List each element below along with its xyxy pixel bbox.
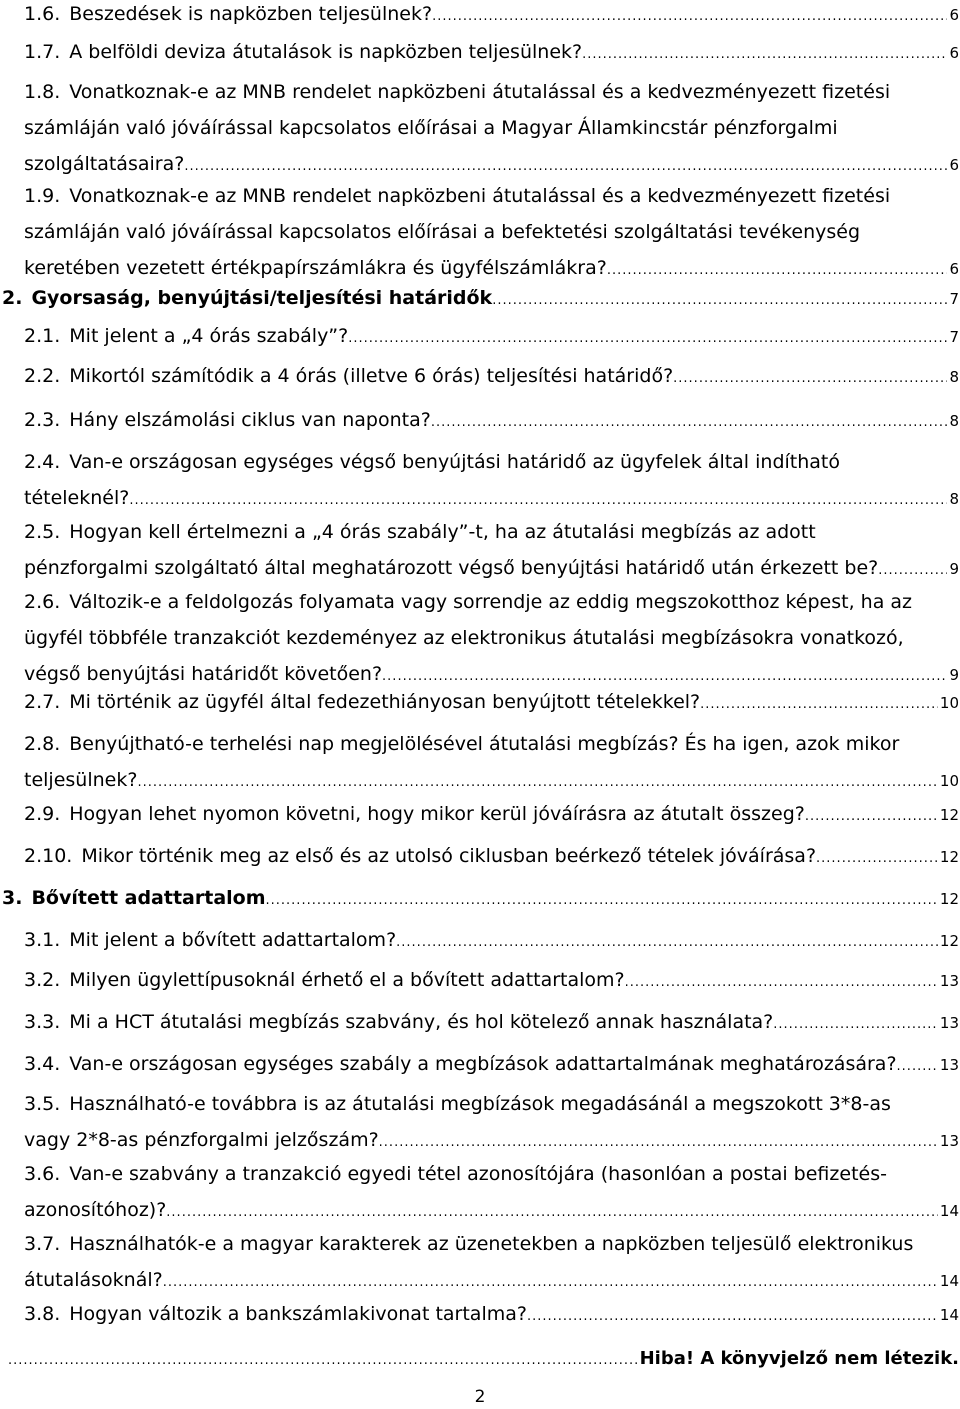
toc-entry-number: 3.8. xyxy=(24,1303,61,1325)
toc-entry[interactable] xyxy=(24,1296,959,1332)
toc-page-number: 9 xyxy=(949,666,959,684)
toc-page-number: 6 xyxy=(949,260,959,278)
toc-entry-title: Milyen ügylettípusoknál érhető el a bővített adattartalom? xyxy=(69,969,625,991)
toc-entry-title: Hogyan kell értelmezni a „4 órás szabály”-t, ha az átutalási megbízás az adott xyxy=(69,521,816,543)
toc-entry-title: Használhatók-e a magyar karakterek az üzenetekben a napközben teljesülő elektronikus xyxy=(69,1233,914,1255)
toc-page-number: 12 xyxy=(939,806,959,824)
toc-entry-line xyxy=(24,684,959,720)
toc-entry-title: Van-e szabvány a tranzakció egyedi tétel azonosítójára (hasonlóan a postai befizetés- xyxy=(69,1163,887,1185)
toc-entry-line xyxy=(24,584,959,620)
toc-entry-title: A belföldi deviza átutalások is napközben teljesülnek? xyxy=(69,41,583,63)
toc-entry-line xyxy=(24,838,959,874)
toc-entry-number: 3.3. xyxy=(24,1011,61,1033)
toc-leader-dots xyxy=(673,361,947,397)
toc-entry[interactable] xyxy=(24,726,959,798)
toc-entry-line xyxy=(24,962,959,998)
toc-entry[interactable] xyxy=(24,584,959,692)
toc-page-number: 10 xyxy=(939,694,959,712)
toc-entry-title: Mi történik az ügyfél által fedezethiányosan benyújtott tételekkel? xyxy=(69,691,701,713)
toc-page-number: 9 xyxy=(949,560,959,578)
toc-leader-dots xyxy=(266,883,938,919)
toc-page-number: 14 xyxy=(939,1306,959,1324)
toc-leader-dots xyxy=(527,1299,938,1335)
toc-entry-line xyxy=(24,146,959,182)
toc-entry[interactable] xyxy=(24,962,959,998)
toc-section-entry[interactable] xyxy=(2,280,959,316)
toc-entry-title: teljesülnek? xyxy=(24,769,138,791)
toc-leader-dots xyxy=(432,0,947,35)
toc-entry-number: 2.4. xyxy=(24,451,61,473)
toc-section-entry[interactable] xyxy=(2,880,959,916)
toc-entry-line xyxy=(24,402,959,438)
toc-entry-title: Vonatkoznak-e az MNB rendelet napközbeni átutalással és a kedvezményezett fizetési xyxy=(69,81,891,103)
toc-entry-line xyxy=(24,1226,959,1262)
toc-entry-line xyxy=(24,726,959,762)
toc-entry-title: tételeknél? xyxy=(24,487,130,509)
toc-entry-line xyxy=(24,74,959,110)
toc-entry-title: Gyorsaság, benyújtási/teljesítési határidők xyxy=(31,287,493,309)
toc-entry[interactable] xyxy=(24,922,959,958)
toc-page-number: 12 xyxy=(939,848,959,866)
toc-entry-number: 3.6. xyxy=(24,1163,61,1185)
toc-entry-number: 2.9. xyxy=(24,803,61,825)
toc-leader-dots xyxy=(816,841,938,877)
toc-entry-title: Változik-e a feldolgozás folyamata vagy sorrendje az eddig megszokotthoz képest, ha az xyxy=(69,591,913,613)
toc-entry-number: 2.10. xyxy=(24,845,73,867)
toc-page-number: 13 xyxy=(939,1056,959,1074)
toc-entry[interactable] xyxy=(24,74,959,182)
toc-page-number: 12 xyxy=(939,890,959,908)
toc-entry-line xyxy=(24,358,959,394)
toc-entry[interactable] xyxy=(24,1156,959,1228)
toc-page-number: 13 xyxy=(939,1132,959,1150)
toc-entry-line xyxy=(24,1086,959,1122)
toc-entry-title: Mi a HCT átutalási megbízás szabvány, és hol kötelező annak használata? xyxy=(69,1011,774,1033)
toc-entry-number: 3.2. xyxy=(24,969,61,991)
toc-leader-dots xyxy=(348,321,947,357)
toc-leader-dots xyxy=(773,1007,938,1043)
toc-entry-number: 1.7. xyxy=(24,41,61,63)
toc-entry-line xyxy=(24,1046,959,1082)
toc-leader-dots xyxy=(625,965,938,1001)
toc-leader-dots xyxy=(897,1049,938,1085)
toc-leader-dots xyxy=(8,1343,640,1379)
toc-entry-line xyxy=(24,178,959,214)
toc-entry[interactable] xyxy=(24,444,959,516)
toc-error-entry xyxy=(8,1341,959,1377)
toc-entry-number: 2. xyxy=(2,287,23,309)
toc-entry[interactable] xyxy=(24,514,959,586)
toc-entry-title: átutalásoknál? xyxy=(24,1269,163,1291)
toc-entry-title: vagy 2*8-as pénzforgalmi jelzőszám? xyxy=(24,1129,379,1151)
toc-page-number: 13 xyxy=(939,972,959,990)
toc-page-number: 6 xyxy=(949,156,959,174)
toc-entry-title: Hogyan változik a bankszámlakivonat tartalma? xyxy=(69,1303,527,1325)
page-number: 2 xyxy=(474,1387,486,1407)
toc-page-number: 7 xyxy=(949,328,959,346)
toc-entry-line xyxy=(2,880,959,916)
toc-entry[interactable] xyxy=(24,358,959,394)
toc-entry-number: 1.9. xyxy=(24,185,61,207)
toc-entry-title: Van-e országosan egységes szabály a megbízások adattartalmának meghatározására? xyxy=(69,1053,897,1075)
toc-entry-title: Mit jelent a bővített adattartalom? xyxy=(69,929,397,951)
toc-entry-line xyxy=(24,796,959,832)
toc-entry-number: 2.6. xyxy=(24,591,61,613)
toc-leader-dots xyxy=(582,37,947,73)
toc-page-number: 14 xyxy=(939,1272,959,1290)
toc-entry-number: 2.1. xyxy=(24,325,61,347)
toc-entry-number: 1.6. xyxy=(24,3,61,25)
toc-leader-dots xyxy=(700,687,938,723)
toc-entry-line xyxy=(24,318,959,354)
toc-entry[interactable] xyxy=(24,1226,959,1298)
toc-entry[interactable] xyxy=(24,1046,959,1082)
toc-entry-title: Mikor történik meg az első és az utolsó ciklusban beérkező tételek jóváírása? xyxy=(81,845,817,867)
bookmark-error-text: Hiba! A könyvjelző nem létezik. xyxy=(639,1348,959,1369)
toc-page-number: 6 xyxy=(949,6,959,24)
toc-page-number: 7 xyxy=(949,290,959,308)
toc-entry-title: Mikortól számítódik a 4 órás (illetve 6 órás) teljesítési határidő? xyxy=(69,365,674,387)
toc-entry-line xyxy=(24,34,959,70)
toc-entry-title: Van-e országosan egységes végső benyújtási határidő az ügyfelek által indítható xyxy=(69,451,840,473)
toc-entry-title: számláján való jóváírással kapcsolatos előírásai a befektetési szolgáltatási tevékenység xyxy=(24,221,861,243)
toc-entry-line xyxy=(2,280,959,316)
toc-entry-number: 2.7. xyxy=(24,691,61,713)
toc-entry-number: 2.3. xyxy=(24,409,61,431)
toc-entry-number: 1.8. xyxy=(24,81,61,103)
toc-page-number: 12 xyxy=(939,932,959,950)
toc-entry-number: 2.8. xyxy=(24,733,61,755)
toc-entry[interactable] xyxy=(24,1086,959,1158)
toc-entry-line xyxy=(24,480,959,516)
toc-leader-dots xyxy=(805,799,938,835)
toc-entry-title: Vonatkoznak-e az MNB rendelet napközbeni átutalással és a kedvezményezett fizetési xyxy=(69,185,891,207)
toc-entry-title: Használható-e továbbra is az átutalási megbízások megadásánál a megszokott 3*8-as xyxy=(69,1093,891,1115)
toc-entry-title: ügyfél többféle tranzakciót kezdeményez az elektronikus átutalási megbízásokra vonatkozó, xyxy=(24,627,904,649)
toc-entry-line xyxy=(24,1192,959,1228)
toc-entry-line xyxy=(24,762,959,798)
toc-leader-dots xyxy=(396,925,938,961)
toc-page-number: 6 xyxy=(949,44,959,62)
toc-entry[interactable] xyxy=(24,318,959,354)
toc-entry-title: azonosítóhoz)? xyxy=(24,1199,167,1221)
toc-entry-number: 2.5. xyxy=(24,521,61,543)
toc-entry-number: 3.5. xyxy=(24,1093,61,1115)
toc-entry-line xyxy=(24,620,959,656)
toc-entry[interactable] xyxy=(24,34,959,70)
toc-entry-line xyxy=(24,1156,959,1192)
toc-entry[interactable] xyxy=(24,838,959,874)
toc-entry-line xyxy=(24,1296,959,1332)
toc-entry[interactable] xyxy=(24,1004,959,1040)
toc-entry-line xyxy=(24,514,959,550)
toc-entry-title: Bővített adattartalom xyxy=(31,887,266,909)
toc-entry-number: 2.2. xyxy=(24,365,61,387)
toc-entry-line xyxy=(24,1004,959,1040)
toc-leader-dots xyxy=(431,405,948,441)
toc-entry-title: pénzforgalmi szolgáltató által meghatározott végső benyújtási határidő után érkezett be? xyxy=(24,557,879,579)
toc-entry-number: 3.4. xyxy=(24,1053,61,1075)
toc-entry-title: szolgáltatásaira? xyxy=(24,153,185,175)
toc-entry-line xyxy=(24,922,959,958)
toc-page-number: 8 xyxy=(949,490,959,508)
toc-entry-number: 3.7. xyxy=(24,1233,61,1255)
toc-entry-line xyxy=(24,110,959,146)
toc-entry[interactable] xyxy=(24,796,959,832)
toc-entry-title: számláján való jóváírással kapcsolatos előírásai a Magyar Államkincstár pénzforgalmi xyxy=(24,117,838,139)
toc-page-number: 8 xyxy=(949,412,959,430)
toc-entry-title: végső benyújtási határidőt követően? xyxy=(24,663,383,685)
toc-page-number: 10 xyxy=(939,772,959,790)
toc-entry-line xyxy=(24,214,959,250)
toc-entry[interactable] xyxy=(24,684,959,720)
toc-page-number: 13 xyxy=(939,1014,959,1032)
toc-entry[interactable] xyxy=(24,402,959,438)
toc-entry[interactable] xyxy=(24,0,959,32)
toc-entry-title: keretében vezetett értékpapírszámlákra és ügyfélszámlákra? xyxy=(24,257,607,279)
toc-entry-line xyxy=(24,550,959,586)
toc-entry[interactable] xyxy=(24,178,959,286)
toc-entry-title: Mit jelent a „4 órás szabály”? xyxy=(69,325,349,347)
toc-entry-line xyxy=(24,0,959,32)
toc-entry-line xyxy=(24,1122,959,1158)
toc-entry-title: Hány elszámolási ciklus van naponta? xyxy=(69,409,431,431)
toc-entry-title: Hogyan lehet nyomon követni, hogy mikor kerül jóváírásra az átutalt összeg? xyxy=(69,803,805,825)
toc-entry-number: 3.1. xyxy=(24,929,61,951)
toc-entry-line xyxy=(24,1262,959,1298)
toc-entry-number: 3. xyxy=(2,887,23,909)
toc-entry-line xyxy=(24,444,959,480)
toc-entry-title: Benyújtható-e terhelési nap megjelölésével átutalási megbízás? És ha igen, azok mikor xyxy=(69,733,900,755)
toc-entry-title: Beszedések is napközben teljesülnek? xyxy=(69,3,433,25)
toc-leader-dots xyxy=(492,283,947,319)
toc-page-number: 8 xyxy=(949,368,959,386)
toc-page-number: 14 xyxy=(939,1202,959,1220)
